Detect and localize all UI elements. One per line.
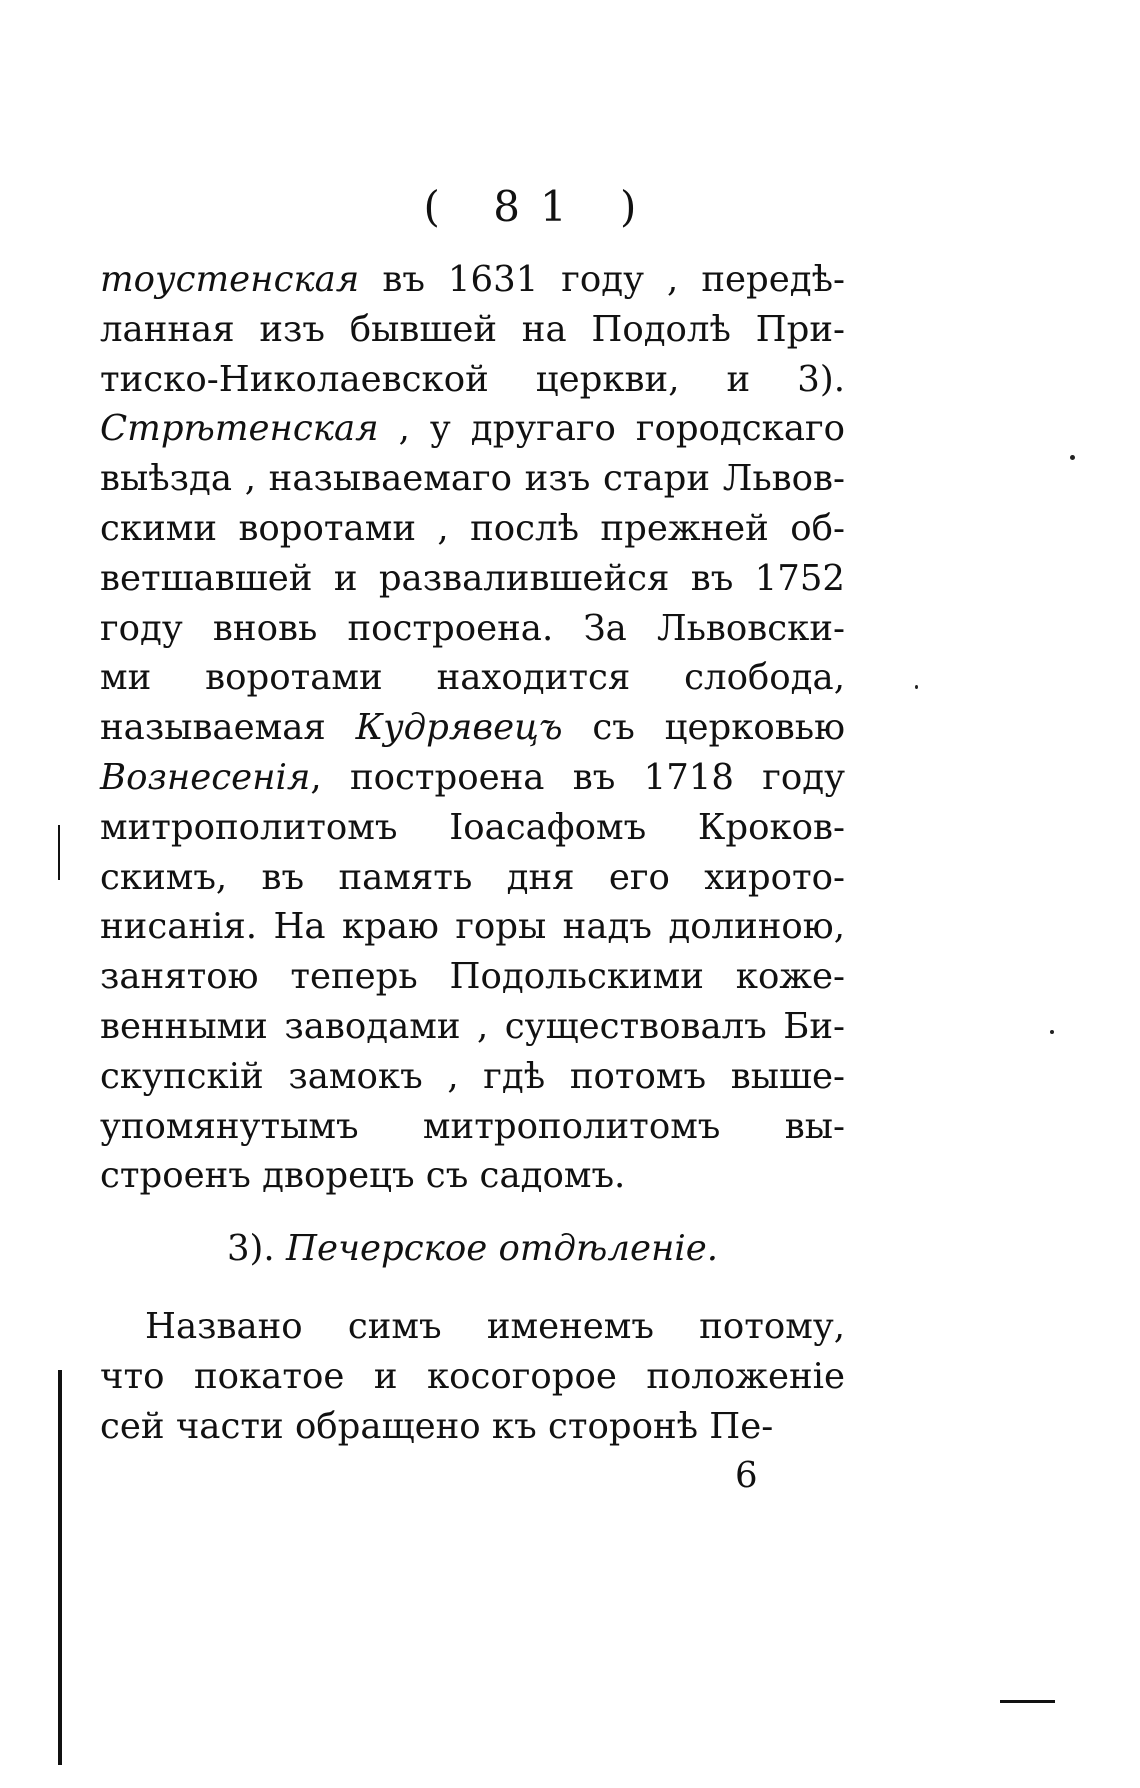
printer-signature-mark: 6 xyxy=(735,1455,758,1496)
scan-speck xyxy=(1070,455,1075,460)
text-span: ми воротами находится слобода, xyxy=(100,657,845,699)
section-heading-number: 3). xyxy=(226,1228,275,1269)
text-span: выѣзда , называемаго изъ стари Львов- xyxy=(100,458,845,500)
text-span: скимъ, въ память дня его хирото- xyxy=(100,856,845,898)
text-span: , построена въ 1718 году xyxy=(310,756,845,798)
text-line xyxy=(100,902,845,952)
italic-text: Вознесенія xyxy=(100,756,311,798)
text-line xyxy=(100,604,845,654)
text-line xyxy=(100,554,845,604)
italic-text: тоустенская xyxy=(100,259,360,300)
text-span: съ церковью xyxy=(562,707,845,749)
italic-text: Кудрявецъ xyxy=(355,707,563,749)
text-span: нисанія. На краю горы надъ долиною, xyxy=(100,906,845,948)
text-span: занятою теперь Подольскими коже- xyxy=(100,956,845,998)
scan-margin-line xyxy=(58,825,60,880)
text-line xyxy=(100,952,845,1002)
text-span: что покатое и косогорое положеніе xyxy=(100,1355,845,1397)
section-heading-title: Печерское отдѣленіе. xyxy=(285,1228,719,1269)
text-span: митрополитомъ Іоасафомъ Кроков- xyxy=(100,806,845,848)
text-span: скими воротами , послѣ прежней об- xyxy=(100,507,845,549)
text-line xyxy=(100,404,845,454)
text-line xyxy=(100,255,845,305)
text-line xyxy=(100,753,845,803)
page-number: ( 81 ) xyxy=(423,182,657,231)
text-line xyxy=(100,1102,845,1152)
scan-margin-line xyxy=(1000,1700,1055,1703)
text-line xyxy=(100,1352,845,1402)
text-span: строенъ дворецъ съ садомъ. xyxy=(100,1155,626,1197)
text-line xyxy=(100,1002,845,1052)
section-heading xyxy=(100,1228,845,1269)
text-line xyxy=(100,1052,845,1102)
text-line xyxy=(100,1402,845,1452)
text-span: году вновь построена. За Львовски- xyxy=(100,607,845,649)
paragraph-2 xyxy=(100,1302,845,1451)
text-span: сей части обращено къ сторонѣ Пе- xyxy=(100,1405,774,1447)
text-span: ветшавшей и развалившейся въ 1752 xyxy=(100,557,845,599)
text-span: ланная изъ бывшей на Подолѣ При- xyxy=(100,308,845,350)
text-line xyxy=(100,305,845,355)
text-span: называемая xyxy=(100,707,356,749)
text-span: , у другаго городскаго xyxy=(378,408,845,450)
text-span: Названо симъ именемъ потому, xyxy=(145,1306,845,1347)
text-span: тиско-Николаевской церкви, и 3). xyxy=(100,358,845,400)
text-span: скупскій замокъ , гдѣ потомъ выше- xyxy=(100,1055,845,1097)
text-line xyxy=(100,1151,845,1201)
text-span: венными заводами , существовалъ Би- xyxy=(100,1005,845,1047)
scan-margin-line xyxy=(58,1370,62,1765)
italic-text: Стрѣтенская xyxy=(100,408,379,450)
paragraph-1 xyxy=(100,255,845,1201)
text-line xyxy=(100,454,845,504)
text-span: упомянутымъ митрополитомъ вы- xyxy=(100,1105,845,1147)
text-line xyxy=(100,803,845,853)
text-line xyxy=(100,355,845,405)
text-line xyxy=(100,504,845,554)
text-line xyxy=(100,853,845,903)
scan-speck xyxy=(915,685,918,689)
text-span: въ 1631 году , передѣ- xyxy=(359,259,845,300)
text-line xyxy=(100,703,845,753)
text-line xyxy=(100,1302,845,1352)
scan-speck xyxy=(1050,1030,1054,1034)
text-line xyxy=(100,653,845,703)
